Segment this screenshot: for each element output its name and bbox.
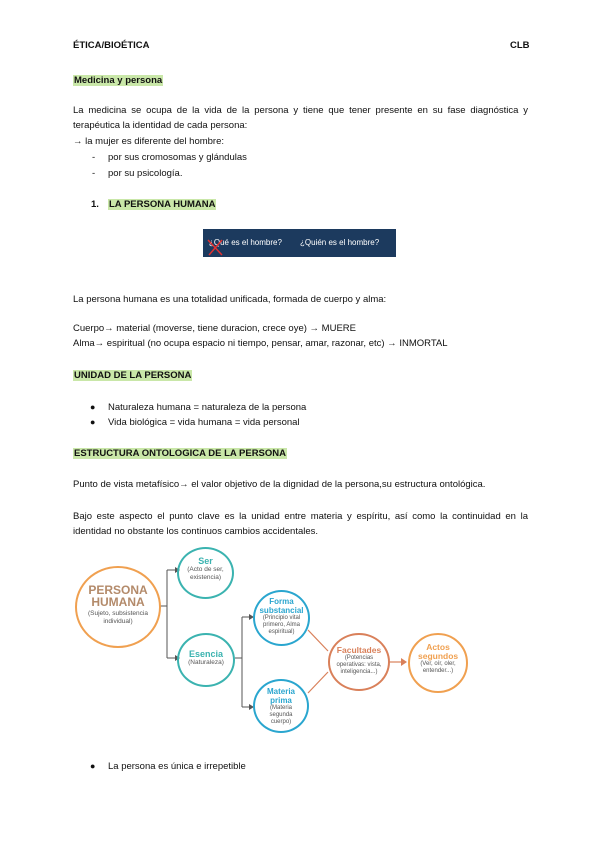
question-quien: ¿Quién es el hombre?: [300, 238, 380, 247]
list-item: por su psicología.: [108, 168, 183, 179]
section-number: 1.: [91, 199, 99, 210]
question-que: ¿Qué es el hombre?: [209, 238, 282, 247]
section-heading-medicina: Medicina y persona: [74, 75, 163, 86]
esencia-sub: (Naturaleza): [188, 659, 224, 666]
cross-mark-icon: [206, 238, 226, 258]
materia-node: [253, 679, 309, 733]
materia-sub: (Materia segunda cuerpo): [269, 705, 293, 725]
section-heading-persona: LA PERSONA HUMANA: [109, 199, 216, 210]
bullet-icon: ●: [90, 761, 96, 771]
persona-paragraph: La persona humana es una totalidad unificada, formada de cuerpo y alma:: [73, 294, 387, 305]
question-box: [203, 229, 396, 257]
facultades-title: Facultades: [336, 645, 382, 655]
ser-sub: (Acto de ser, existencia): [187, 566, 224, 581]
actos-title: Actos segundos: [418, 642, 459, 661]
forma-title: Forma substancial: [259, 597, 304, 615]
list-item: La persona es única e irrepetible: [108, 761, 246, 772]
arrow-line: → la mujer es diferente del hombre:: [73, 136, 225, 147]
estructura-paragraph-1: Punto de vista metafísico→ el valor objetivo de la dignidad de la persona,su estructura ontológica.: [73, 479, 486, 490]
header-right: CLB: [510, 40, 530, 51]
alma-line: Alma→ espiritual (no ocupa espacio ni tiempo, pensar, amar, razonar, etc) → INMORTAL: [73, 338, 448, 349]
bullet-icon: ●: [90, 402, 96, 412]
facultades-node: [328, 633, 390, 691]
actos-sub: (Ver, oír, oler, entender...): [420, 661, 456, 674]
list-item: Naturaleza humana = naturaleza de la persona: [108, 402, 307, 413]
ser-node: [177, 547, 234, 599]
ser-title: Ser: [198, 556, 213, 566]
header-left: ÉTICA/BIOÉTICA: [73, 40, 150, 51]
dash-marker: -: [92, 168, 96, 179]
list-item: por sus cromosomas y glándulas: [108, 152, 247, 163]
medicina-paragraph: La medicina se ocupa de la vida de la persona y tiene que tener presente en su fase diagnóstica y terapéutica la identidad de cada persona:: [73, 105, 528, 131]
ontology-diagram: [75, 545, 535, 745]
persona-sub: (Sujeto, subsistencia individual): [88, 610, 148, 625]
esencia-title: Esencia: [188, 649, 224, 659]
actos-node: [408, 633, 468, 693]
facultades-sub: (Potencias operativas: vista, inteligencia...): [336, 655, 382, 675]
materia-title: Materia prima: [266, 687, 295, 705]
persona-title-2: HUMANA: [91, 595, 145, 609]
bullet-icon: ●: [90, 417, 96, 427]
cuerpo-line: Cuerpo→ material (moverse, tiene duracion, crece oye) → MUERE: [73, 323, 356, 334]
list-item: Vida biológica = vida humana = vida personal: [108, 417, 300, 428]
forma-sub: (Principio vital primero, Alma espiritual): [262, 615, 301, 635]
persona-humana-node: [75, 566, 161, 648]
section-heading-unidad: UNIDAD DE LA PERSONA: [74, 370, 192, 381]
estructura-paragraph-2: Bajo este aspecto el punto clave es la unidad entre materia y espíritu, así como la continuidad en la identidad no obstante los continuos cambios accidentales.: [73, 511, 528, 537]
persona-title-1: PERSONA: [88, 583, 148, 597]
esencia-node: [177, 633, 235, 687]
dash-marker: -: [92, 152, 96, 163]
forma-node: [253, 590, 310, 646]
section-heading-estructura: ESTRUCTURA ONTOLOGICA DE LA PERSONA: [74, 448, 286, 459]
